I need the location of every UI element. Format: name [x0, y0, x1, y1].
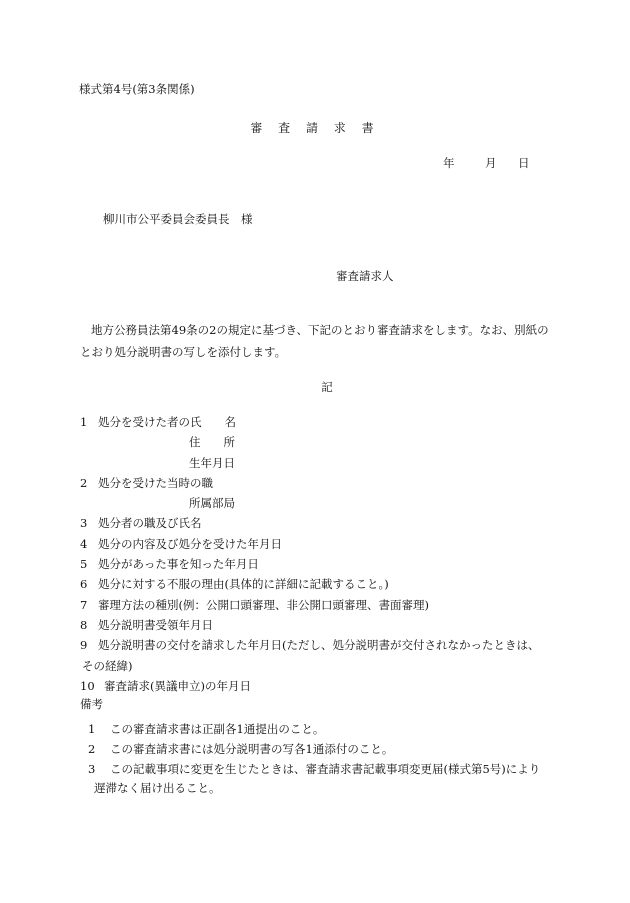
list-item: 1 この審査請求書は正副各1通提出のこと。 [88, 722, 325, 736]
item-label: 処分説明書受領年月日 [98, 617, 213, 632]
item-label-continued: その経緯) [82, 658, 133, 673]
document-title: 審 査 請 求 書 [250, 121, 380, 135]
item-label: 処分説明書の交付を請求した年月日(ただし、処分説明書が交付されなかったときは、 [98, 638, 540, 653]
list-item: 4 処分の内容及び処分を受けた年月日 [80, 536, 282, 551]
item-label: 処分に対する不服の理由(具体的に詳細に記載すること。) [98, 577, 389, 592]
notes-heading: 備考 [80, 697, 103, 711]
item-label: 処分を受けた者の氏 名 [98, 415, 236, 429]
list-item [88, 779, 540, 799]
list-item: 9 処分説明書の交付を請求した年月日(ただし、処分説明書が交付されなかったときは、 [80, 638, 540, 653]
list-item: 5 処分があった事を知った年月日 [80, 557, 259, 572]
date-line [443, 155, 530, 171]
item-label: 処分者の職及び氏名 [98, 516, 202, 531]
list-item: 8 処分説明書受領年月日 [80, 617, 213, 632]
list-item: 10 審査請求(異議申立)の年月日 [80, 678, 251, 693]
list-item: 1 処分を受けた者の氏 名 [80, 415, 236, 429]
requester-label: 審査請求人 [336, 269, 394, 283]
addressee: 柳川市公平委員会委員長 様 [103, 212, 253, 226]
body-text: 地方公務員法第49条の2の規定に基づき、下記のとおり審査請求をします。なお、別紙のとおり処分説明書の写しを添付します。 [80, 323, 549, 359]
item-sublabel: 住 所 [189, 435, 235, 450]
notes-list [88, 712, 540, 799]
ki-heading: 記 [321, 380, 333, 394]
item-sublabel: 所属部局 [189, 496, 235, 511]
item-label: 処分があった事を知った年月日 [98, 557, 259, 572]
item-label: 処分の内容及び処分を受けた年月日 [98, 536, 282, 551]
list-item [80, 656, 539, 676]
note-text-continued: 遅滞なく届け出ること。 [94, 781, 221, 796]
list-item: 6 処分に対する不服の理由(具体的に詳細に記載すること。) [80, 577, 389, 592]
form-number: 様式第4号(第3条関係) [79, 82, 195, 96]
item-label: 処分を受けた当時の職 [98, 475, 213, 490]
note-text: この記載事項に変更を生じたときは、審査請求書記載事項変更届(様式第5号)により [110, 761, 541, 776]
date-year: 年 [443, 156, 455, 170]
list-item: 3 この記載事項に変更を生じたときは、審査請求書記載事項変更届(様式第5号)により [88, 761, 541, 776]
item-sublabel: 生年月日 [189, 455, 235, 470]
list-item: 7 審理方法の種別(例：公開口頭審理、非公開口頭審理、書面審理) [80, 597, 429, 612]
note-text: この審査請求書には処分説明書の写各1通添付のこと。 [110, 741, 394, 756]
note-text: この審査請求書は正副各1通提出のこと。 [110, 722, 325, 736]
item-label: 審査請求(異議申立)の年月日 [104, 678, 251, 693]
item-list [80, 412, 539, 696]
item-label: 審理方法の種別(例：公開口頭審理、非公開口頭審理、書面審理) [98, 597, 429, 612]
list-item: 3 処分者の職及び氏名 [80, 516, 202, 531]
list-item: 2 この審査請求書には処分説明書の写各1通添付のこと。 [88, 741, 394, 756]
list-item [80, 493, 539, 513]
date-month: 月 [485, 156, 497, 170]
list-item [80, 432, 539, 452]
date-day: 日 [518, 156, 530, 170]
list-item: 2 処分を受けた当時の職 [80, 475, 213, 490]
list-item [80, 453, 539, 473]
